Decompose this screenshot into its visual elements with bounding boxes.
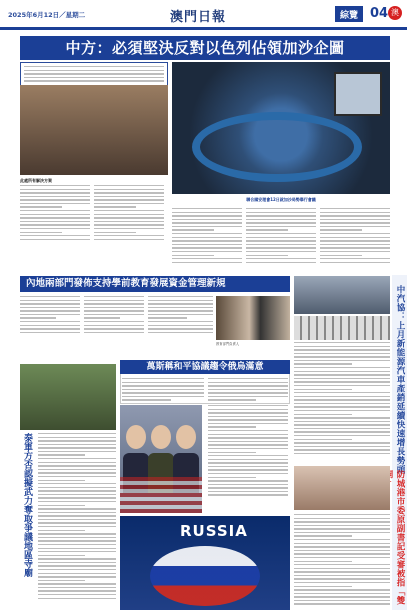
video-screen [334,72,382,116]
lead-text-column [172,208,242,268]
header-divider [0,27,407,30]
auto-text-column [294,342,390,462]
education-text-column [84,296,144,338]
education-text-column [148,296,213,338]
russia-flag-graphic [150,546,260,606]
section-label: 綜覽 [335,6,363,22]
un-security-council-photo [172,62,390,194]
leader-face [176,425,196,449]
russia-word: RUSSIA [180,522,248,540]
thai-temple-headline: 泰軍方否認擬武力奪取爭議地區寺廟 [22,433,32,577]
auto-industry-headline: 中汽協：上月新能源汽車產銷延續快速增長勢頭 [395,285,405,474]
peace-text-column [208,378,288,404]
lead-text-column [246,208,316,268]
newspaper-masthead: 澳門日報 [170,10,227,25]
lead-photo-delegates [20,85,168,175]
leader-face [126,425,146,449]
page-header [0,0,407,27]
education-photo-caption: 教育部門負責人 [216,342,240,346]
official-photo [294,466,390,510]
peace-text-column [208,405,288,505]
car-lot-photo [294,316,390,340]
education-photo [216,296,290,340]
factory-photo [294,276,390,314]
lead-text-column [94,185,164,245]
flag-backdrop [120,477,202,513]
thai-text-column [38,433,116,609]
lead-headline: 中方：必須堅決反對以色列佔領加沙企圖 [20,36,390,60]
official-text-column [294,514,390,610]
horseshoe-table [192,112,362,182]
page-number: 04 [370,6,389,21]
education-text-column [20,296,80,338]
leaders-photo [120,405,202,513]
soldiers-photo [20,364,116,430]
lead-text-column [20,185,90,245]
education-funding-headline: 內地兩部門發佈支持學前教育發展資金管理新規 [20,276,290,292]
lead-text-column [320,208,390,268]
peace-text-column [122,378,204,404]
official-trial-headline: 防城港市委原副書記受審被指「雙 [395,470,405,605]
leader-face [151,425,171,449]
peace-deal-headline: 萬斯稱和平協議趨令俄烏滿意 [120,360,290,374]
russia-illustration [120,516,290,610]
lead-photo-caption: 此處所有解決方案 [20,178,52,183]
newspaper-logo-icon: 澳 [388,6,402,20]
un-photo-caption: 聯合國安理會12日就加沙局勢舉行會議 [246,197,316,202]
issue-date: 2025年6月12日／星期二 [8,11,86,19]
